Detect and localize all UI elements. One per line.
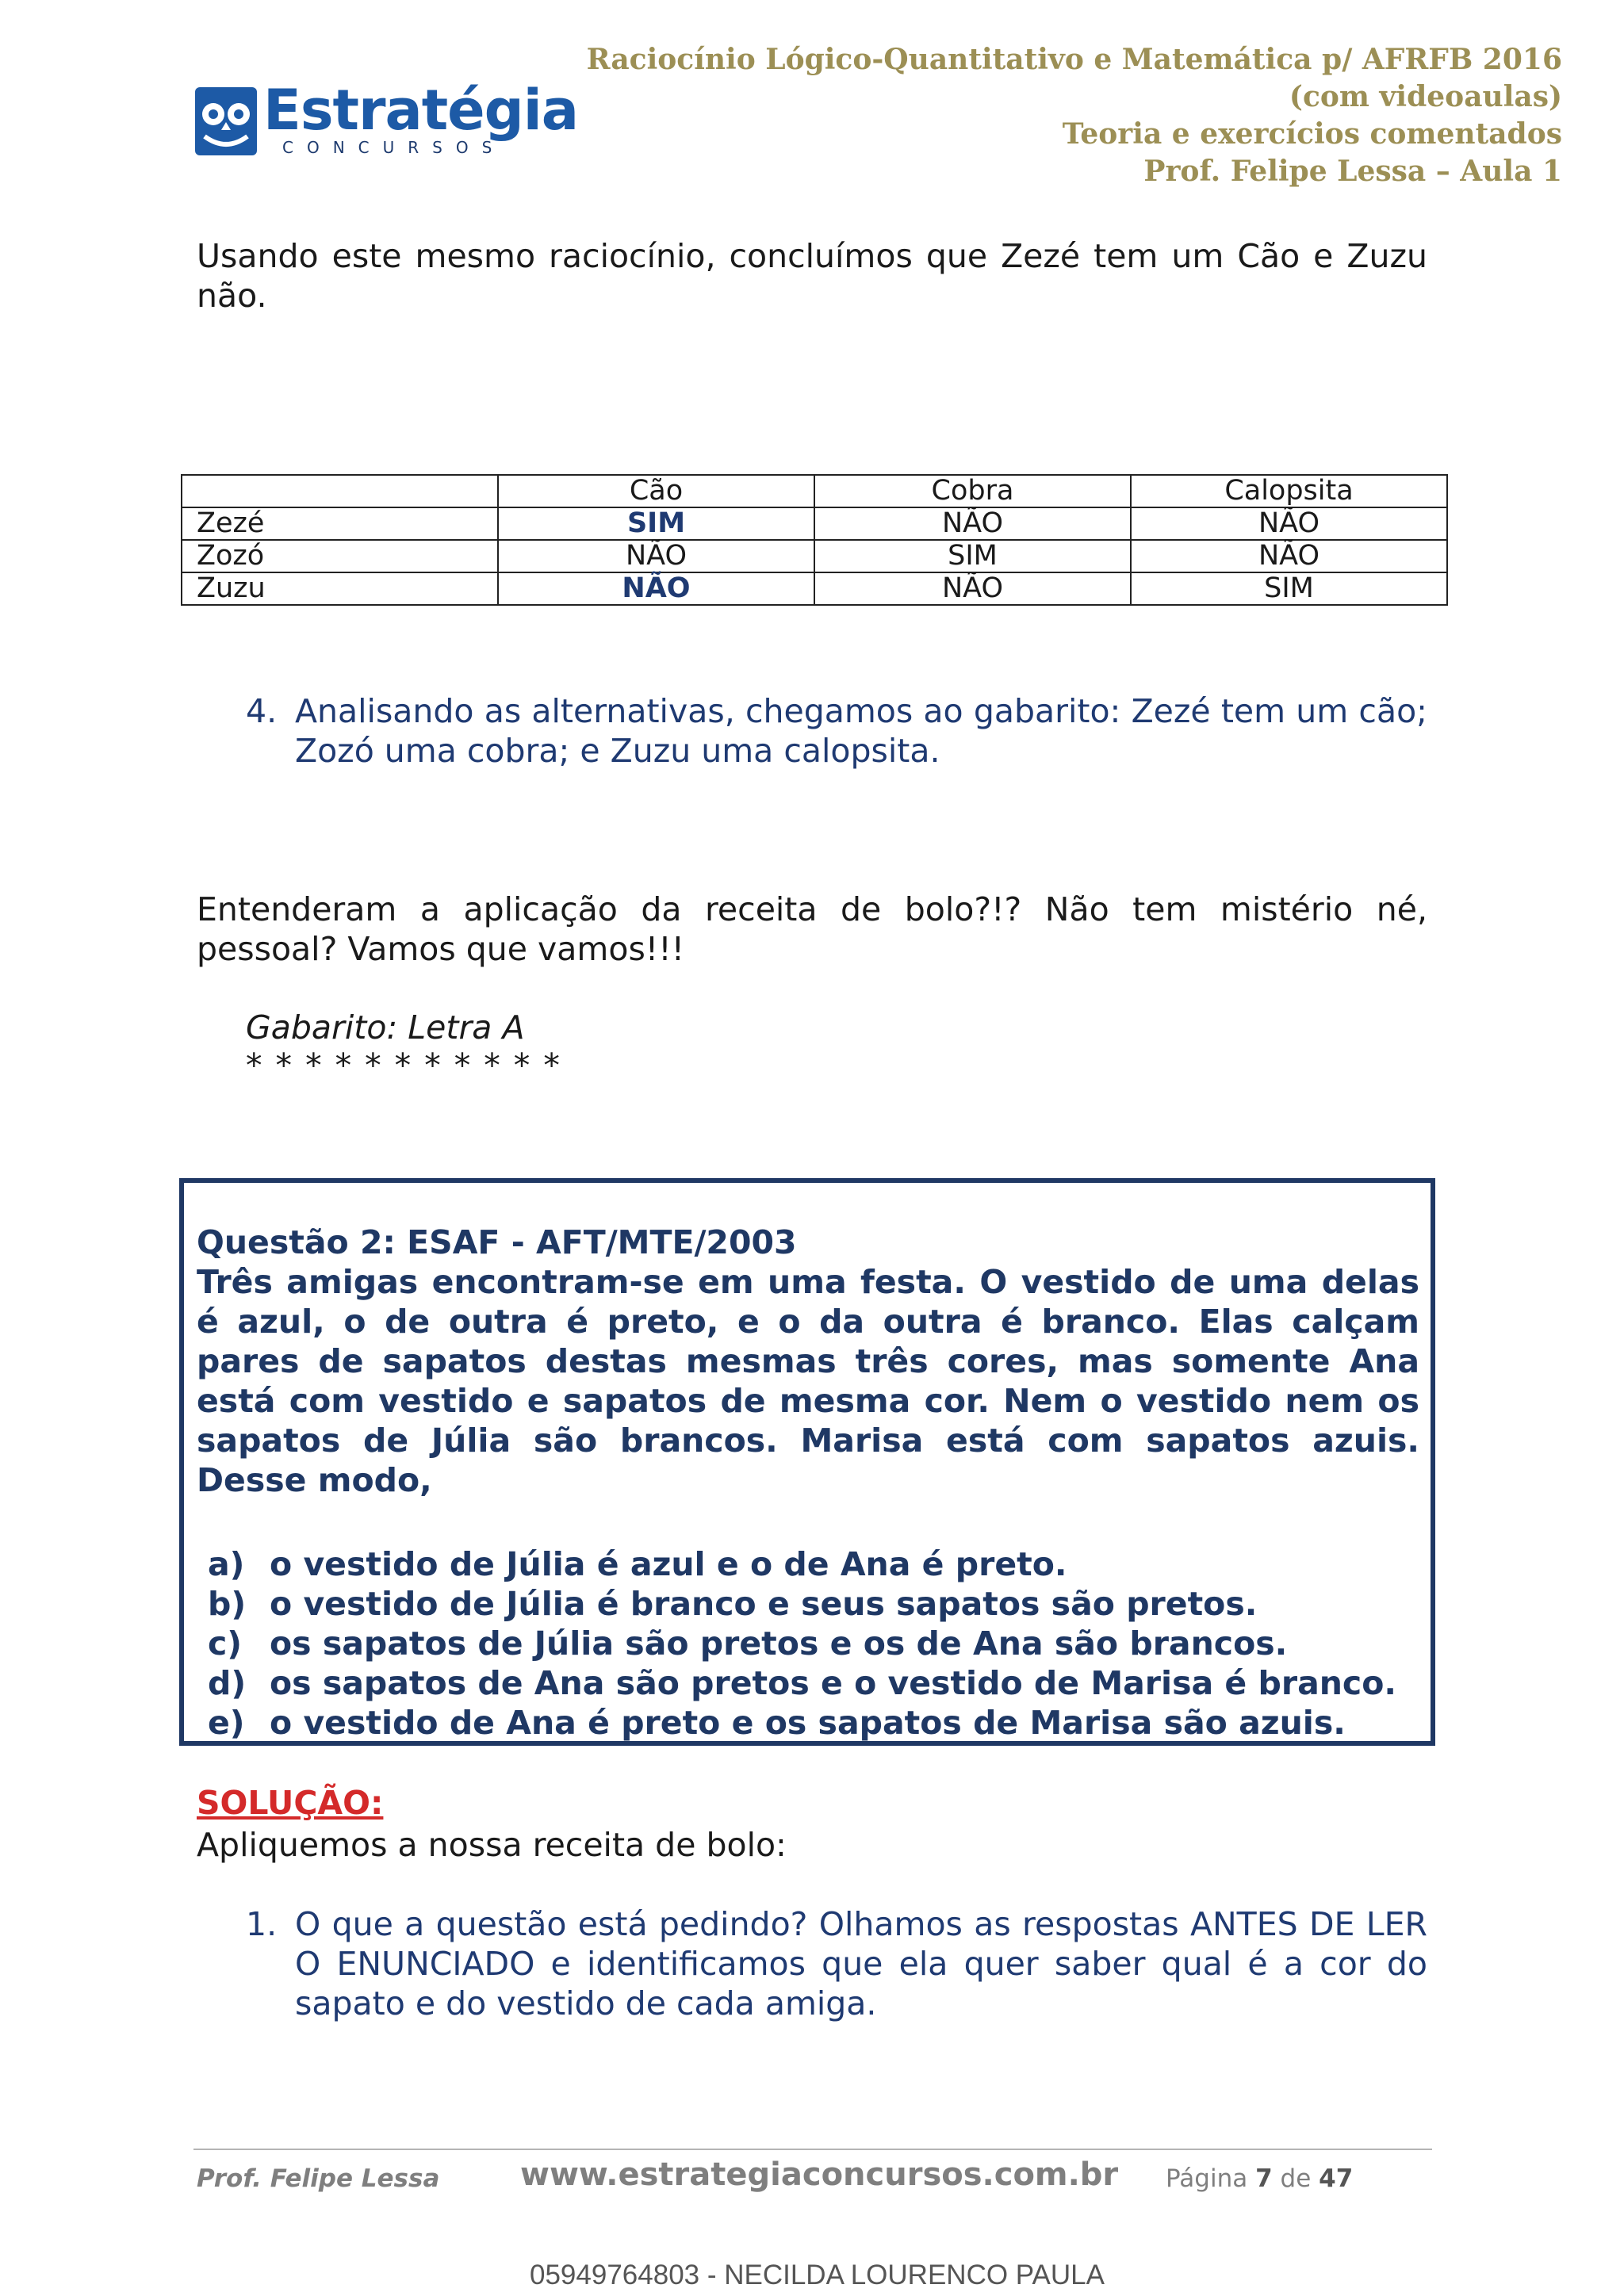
footer-divider [193, 2149, 1432, 2150]
step-number: 1. [246, 1905, 278, 1943]
table-cell: NÃO [814, 572, 1131, 605]
question-body: Três amigas encontram-se em uma festa. O vestido de uma delas é azul, o de outra é preto, e o da outra é branco. Elas calçam pares de sapatos destas mesmas três cores, mas somente Ana está com vestido e sapatos de mesma cor. Nem o vestido nem os sapatos de Júlia são brancos. Marisa está com sapatos azuis. Desse modo, [197, 1263, 1419, 1499]
question-title: Questão 2: ESAF - AFT/MTE/2003 [197, 1223, 797, 1261]
table-cell: NÃO [498, 540, 814, 572]
header-line: Raciocínio Lógico-Quantitativo e Matemática p/ AFRFB 2016 [586, 43, 1562, 76]
step-text: Analisando as alternativas, chegamos ao gabarito: Zezé tem um cão; Zozó uma cobra; e Zuzu uma calopsita. [295, 692, 1427, 770]
option-letter: d) [208, 1664, 247, 1702]
solution-intro: Apliquemos a nossa receita de bolo: [197, 1826, 787, 1864]
pets-table [181, 474, 1448, 606]
closing-paragraph: Entenderam a aplicação da receita de bolo?!? Não tem mistério né, pessoal? Vamos que vamos!!! [197, 890, 1427, 968]
table-cell: NÃO [1131, 540, 1447, 572]
option-d [208, 1663, 1429, 1703]
buyer-watermark: 05949764803 - NECILDA LOURENCO PAULA [530, 2260, 1105, 2290]
table-cell: NÃO [498, 572, 814, 605]
logo-wordmark: Estratégia [263, 78, 578, 143]
option-text: os sapatos de Júlia são pretos e os de Ana são brancos. [270, 1624, 1288, 1663]
logo-subtitle: CONCURSOS [282, 138, 506, 157]
page-total: 47 [1319, 2164, 1354, 2193]
header-line: (com videoaulas) [1289, 80, 1562, 113]
table-row [182, 572, 1447, 605]
step-number: 4. [246, 692, 278, 730]
header-line: Prof. Felipe Lessa – Aula 1 [1143, 155, 1562, 188]
table-cell: SIM [814, 540, 1131, 572]
option-text: o vestido de Júlia é branco e seus sapatos são pretos. [270, 1585, 1258, 1623]
table-header-row [182, 475, 1447, 507]
table-cell: SIM [1131, 572, 1447, 605]
table-row [182, 507, 1447, 540]
table-header-cell: Cobra [814, 475, 1131, 507]
option-b [208, 1584, 1429, 1624]
owl-logo-icon [193, 86, 259, 157]
table-cell: NÃO [1131, 507, 1447, 540]
footer-website-link[interactable]: www.estrategiaconcursos.com.br [520, 2156, 1119, 2193]
option-text: o vestido de Ana é preto e os sapatos de Marisa são azuis. [270, 1704, 1346, 1742]
step-4-item [246, 691, 1427, 771]
option-letter: a) [208, 1545, 245, 1583]
table-cell: Zuzu [182, 572, 498, 605]
table-cell: NÃO [814, 507, 1131, 540]
table-cell: Zezé [182, 507, 498, 540]
table-header-cell: Cão [498, 475, 814, 507]
gabarito-text: Gabarito: Letra A [246, 1008, 525, 1047]
document-header [587, 41, 1562, 190]
table-row [182, 540, 1447, 572]
option-text: os sapatos de Ana são pretos e o vestido de Marisa é branco. [270, 1664, 1396, 1702]
option-letter: c) [208, 1624, 243, 1663]
answer-options [208, 1544, 1429, 1743]
option-a [208, 1544, 1429, 1584]
separator-stars: * * * * * * * * * * * [246, 1047, 561, 1085]
estrategia-logo [193, 78, 578, 159]
page-number [1166, 2164, 1353, 2193]
option-e [208, 1703, 1429, 1743]
page-prefix: Página [1166, 2164, 1248, 2193]
step-1-item [246, 1904, 1427, 2023]
page-current: 7 [1255, 2164, 1273, 2193]
intro-paragraph: Usando este mesmo raciocínio, concluímos que Zezé tem um Cão e Zuzu não. [197, 237, 1427, 315]
table-header-cell: Calopsita [1131, 475, 1447, 507]
option-letter: b) [208, 1585, 247, 1623]
page-of: de [1280, 2164, 1312, 2193]
table-cell: SIM [498, 507, 814, 540]
table-header-cell [182, 475, 498, 507]
footer-author: Prof. Felipe Lessa [197, 2164, 440, 2193]
option-c [208, 1624, 1429, 1663]
table-cell: Zozó [182, 540, 498, 572]
option-letter: e) [208, 1704, 245, 1742]
option-text: o vestido de Júlia é azul e o de Ana é preto. [270, 1545, 1067, 1583]
question-statement [197, 1223, 1419, 1500]
step-text: O que a questão está pedindo? Olhamos as respostas ANTES DE LER O ENUNCIADO e identificamos que ela quer saber qual é a cor do sapato e do vestido de cada amiga. [295, 1905, 1427, 2022]
solution-heading: SOLUÇÃO: [197, 1784, 384, 1822]
header-line: Teoria e exercícios comentados [1062, 117, 1562, 151]
